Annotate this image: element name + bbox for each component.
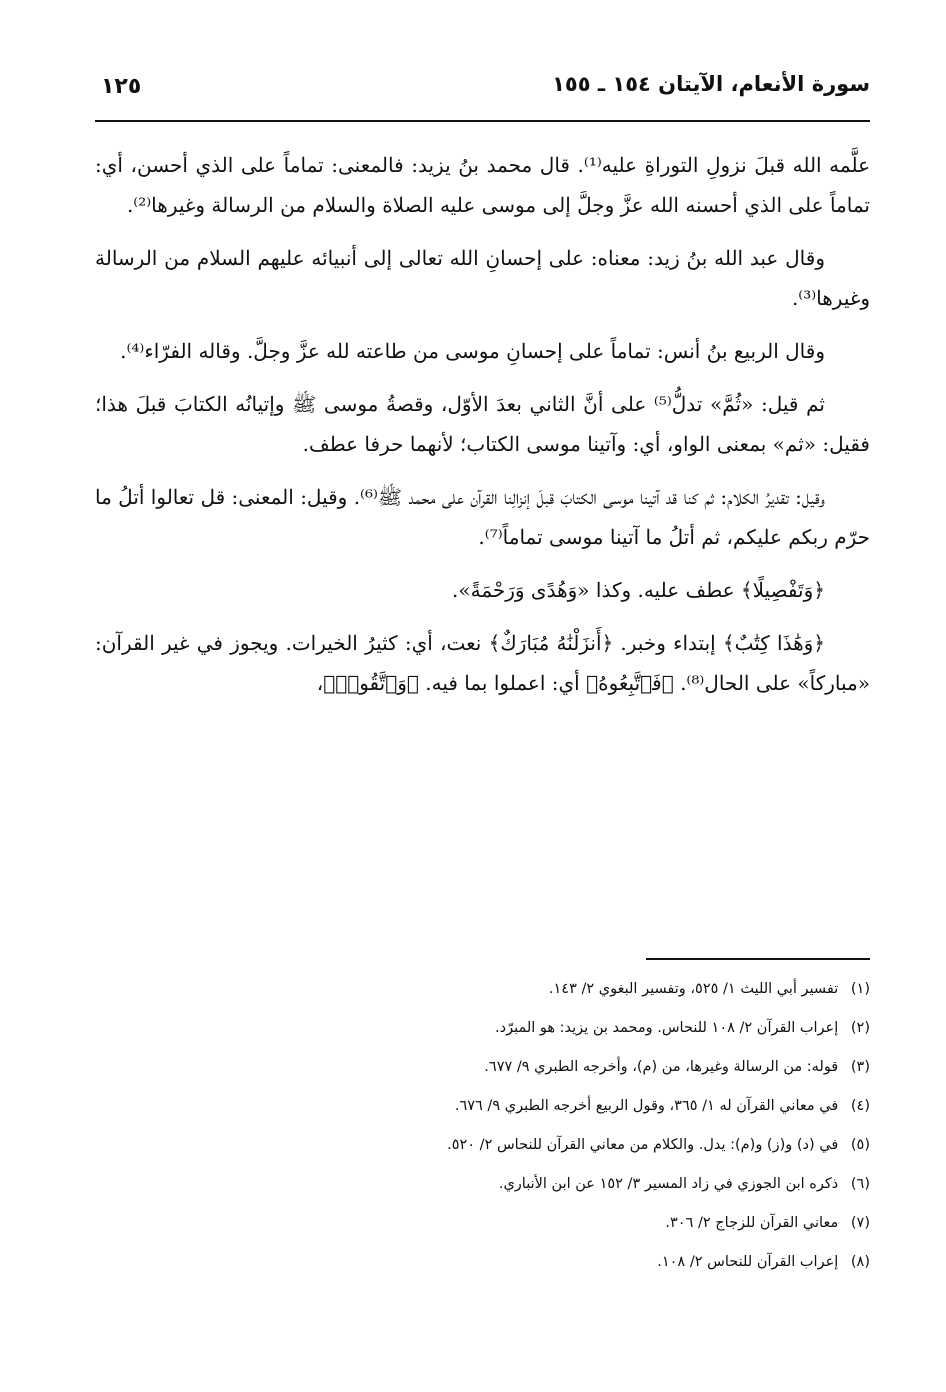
paragraph: وقال الربيع بنُ أنس: تماماً على إحسانِ موسى من طاعته لله عزَّ وجلَّ. وقاله الفرّاء⁽⁴⁾.: [120, 339, 825, 363]
page-header: [95, 66, 870, 116]
footnote-text: ذكره ابن الجوزي في زاد المسير ٣/ ١٥٢ عن ابن الأنباري.: [498, 1176, 839, 1192]
footnote: [95, 1251, 870, 1274]
footnote-text: تفسير أبي الليث ١/ ٥٢٥، وتفسير البغوي ٢/ ١٤٣.: [548, 981, 839, 997]
running-title: سورة الأنعام، الآيتان ١٥٤ ـ ١٥٥: [552, 72, 870, 96]
footnote-number: (٦): [850, 1176, 870, 1192]
footnote-number: (٧): [850, 1215, 870, 1231]
footnote-text: قوله: من الرسالة وغيرها، من (م)، وأخرجه الطبري ٩/ ٦٧٧.: [484, 1059, 839, 1075]
page-number: ١٢٥: [101, 74, 142, 99]
footnote-number: (١): [850, 981, 870, 997]
paragraph: ﴿وَهَٰذَا كِتَٰبٌ﴾ إبتداء وخبر. ﴿أَنزَلْنَٰهُ مُبَارَكٌ﴾ نعت، أي: كثيرُ الخيرات. ويجوز في غير القرآن: «مباركاً» على الحال⁽⁸⁾. ﴿فَٱتَّبِعُوهُ﴾ أي: اعملوا بما فيه. ﴿وَٱتَّقُوا۟﴾،: [95, 631, 870, 695]
footnote-text: في معاني القرآن له ١/ ٣٦٥، وقول الربيع أخرجه الطبري ٩/ ٦٧٦.: [454, 1098, 839, 1114]
paragraph: وقيل: تقديرُ الكلام: ثم كنا قد آتينا موسى الكتابَ قبلَ إنزالِنا القرآن على محمد ﷺ⁽⁶⁾. وقيل: المعنى: قل تعالوا أتلُ ما حرّم ربكم عليكم، ثم أتلُ ما آتينا موسى تماماً⁽⁷⁾.: [95, 485, 870, 549]
footnote-number: (٥): [850, 1137, 870, 1153]
header-divider: [95, 120, 870, 122]
footnote-text: معاني القرآن للزجاج ٢/ ٣٠٦.: [665, 1215, 839, 1231]
paragraph: ﴿وَتَفْصِيلًا﴾ عطف عليه. وكذا «وَهُدًى وَرَحْمَةً».: [452, 578, 825, 602]
footnote-number: (٤): [850, 1098, 870, 1114]
footnotes: [95, 978, 870, 1290]
footnote-number: (٣): [850, 1059, 870, 1075]
main-text: [95, 145, 870, 716]
footnote-number: (٨): [850, 1254, 870, 1270]
footnote-divider: [646, 958, 870, 960]
paragraph: علَّمه الله قبلَ نزولِ التوراةِ عليه⁽¹⁾. قال محمد بنُ يزيد: فالمعنى: تماماً على الذي أحسن، أي: تماماً على الذي أحسنه الله عزَّ وجلَّ إلى موسى عليه الصلاة والسلام من الرسالة وغيرها⁽²⁾.: [95, 153, 871, 217]
footnote-number: (٢): [850, 1020, 870, 1036]
paragraph: ثم قيل: «ثُمَّ» تدلُّ⁽⁵⁾ على أنَّ الثاني بعدَ الأوّل، وقصةُ موسى ﷺ وإتيانُه الكتابَ قبلَ هذا؛ فقيل: «ثم» بمعنى الواو، أي: وآتينا موسى الكتاب؛ لأنهما حرفا عطف.: [95, 392, 870, 456]
footnote-text: في (د) و(ز) و(م): يدل. والكلام من معاني القرآن للنحاس ٢/ ٥٢٠.: [447, 1137, 839, 1153]
footnote-text: إعراب القرآن للنحاس ٢/ ١٠٨.: [657, 1254, 839, 1270]
footnote: [95, 1173, 870, 1196]
footnote: [95, 978, 870, 1001]
footnote-text: إعراب القرآن ٢/ ١٠٨ للنحاس. ومحمد بن يزيد: هو المبرّد.: [495, 1020, 839, 1036]
footnote: [95, 1134, 870, 1157]
paragraph: وقال عبد الله بنُ زيد: معناه: على إحسانِ الله تعالى إلى أنبيائه عليهم السلام من الرسالة وغيرها⁽³⁾.: [95, 246, 870, 310]
footnote: [95, 1095, 870, 1118]
footnote: [95, 1017, 870, 1040]
footnote: [95, 1056, 870, 1079]
footnote: [95, 1212, 870, 1235]
